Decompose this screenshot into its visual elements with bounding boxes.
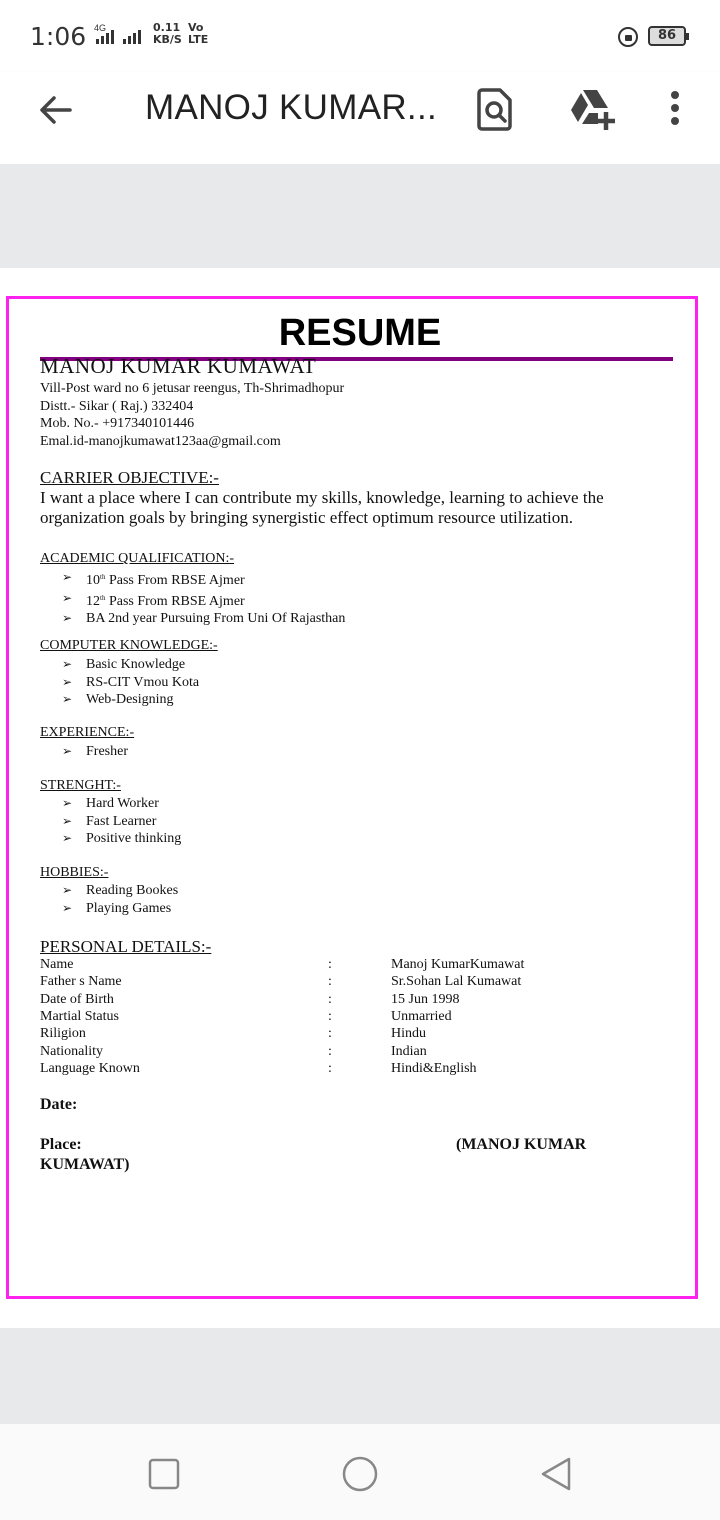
table-row: Martial Status : Unmarried (40, 1009, 452, 1024)
resume-heading: RESUME (278, 312, 442, 354)
list-item: ➢ Basic Knowledge (62, 656, 199, 674)
search-document-icon[interactable] (472, 86, 518, 132)
address-line-1: Vill-Post ward no 6 jetusar reengus, Th-Shrimadhopur (40, 381, 345, 396)
list-item: ➢ Fast Learner (62, 813, 181, 831)
experience-heading: EXPERIENCE:- (40, 725, 135, 740)
net-speed-unit: KB/S (153, 33, 182, 46)
volte-indicator (188, 22, 208, 46)
table-row: Language Known : Hindi&English (40, 1061, 477, 1076)
volte-bottom: LTE (188, 33, 209, 46)
table-row: Nationality : Indian (40, 1044, 427, 1059)
computer-heading: COMPUTER KNOWLEDGE:- (40, 638, 218, 653)
document-page (0, 268, 720, 1328)
back-arrow-icon[interactable] (34, 88, 78, 132)
date-label: Date: (40, 1096, 78, 1113)
academic-list (62, 569, 345, 628)
list-item: ➢ Reading Bookes (62, 882, 178, 900)
app-bar (0, 72, 720, 164)
rotation-lock-icon (618, 27, 638, 47)
signature-line-1: (MANOJ KUMAR (456, 1136, 587, 1153)
signal-1-icon (96, 28, 114, 44)
list-item: ➢ RS-CIT Vmou Kota (62, 674, 199, 692)
list-item: ➢ Hard Worker (62, 795, 181, 813)
mobile-line: Mob. No.- +917340101446 (40, 416, 195, 431)
back-triangle-icon[interactable] (536, 1454, 576, 1494)
table-row: Father s Name : Sr.Sohan Lal Kumawat (40, 974, 522, 989)
signal-2-icon (123, 28, 141, 44)
objective-heading: CARRIER OBJECTIVE:- (40, 468, 219, 487)
table-row: Name : Manoj KumarKumawat (40, 957, 525, 972)
applicant-name: MANOJ KUMAR KUMAWAT (40, 354, 317, 378)
add-to-drive-icon[interactable] (568, 86, 614, 132)
list-item: ➢ Playing Games (62, 900, 178, 918)
list-item: ➢ 10th Pass From RBSE Ajmer (62, 569, 345, 590)
battery-indicator: 86 (648, 26, 686, 46)
academic-heading: ACADEMIC QUALIFICATION:- (40, 551, 235, 566)
home-circle-icon[interactable] (340, 1454, 380, 1494)
strength-heading: STRENGHT:- (40, 778, 121, 793)
recents-square-icon[interactable] (144, 1454, 184, 1494)
address-line-2: Distt.- Sikar ( Raj.) 332404 (40, 399, 194, 414)
personal-heading: PERSONAL DETAILS:- (40, 937, 212, 956)
status-time: 1:06 (30, 22, 87, 51)
strength-list (62, 795, 181, 848)
list-item: ➢ Fresher (62, 743, 128, 761)
volte-top: Vo (188, 21, 204, 34)
more-vertical-icon[interactable] (655, 86, 695, 132)
table-row: Riligion : Hindu (40, 1026, 426, 1041)
place-label: Place: (40, 1136, 82, 1153)
hobbies-list (62, 882, 178, 917)
system-nav-bar (0, 1424, 720, 1520)
list-item: ➢ 12th Pass From RBSE Ajmer (62, 590, 345, 611)
computer-list (62, 656, 199, 709)
list-item: ➢ Positive thinking (62, 830, 181, 848)
list-item: ➢ Web-Designing (62, 691, 199, 709)
hobbies-heading: HOBBIES:- (40, 865, 109, 880)
list-item: ➢ BA 2nd year Pursuing From Uni Of Rajasthan (62, 610, 345, 628)
experience-list (62, 743, 128, 761)
status-bar (0, 0, 720, 72)
document-title: MANOJ KUMAR... (145, 88, 437, 127)
network-type-label: 4G (94, 23, 107, 33)
table-row: Date of Birth : 15 Jun 1998 (40, 992, 460, 1007)
objective-text: I want a place where I can contribute my skills, knowledge, learning to achieve the organization goals by bringing synergistic effect optimum resource utilization. (40, 488, 604, 527)
email-line: Emal.id-manojkumawat123aa@gmail.com (40, 434, 281, 449)
net-speed-value: 0.11 (153, 21, 181, 34)
net-speed (153, 22, 182, 46)
document-viewer[interactable] (0, 164, 720, 1424)
signature-line-2: KUMAWAT) (40, 1156, 130, 1173)
